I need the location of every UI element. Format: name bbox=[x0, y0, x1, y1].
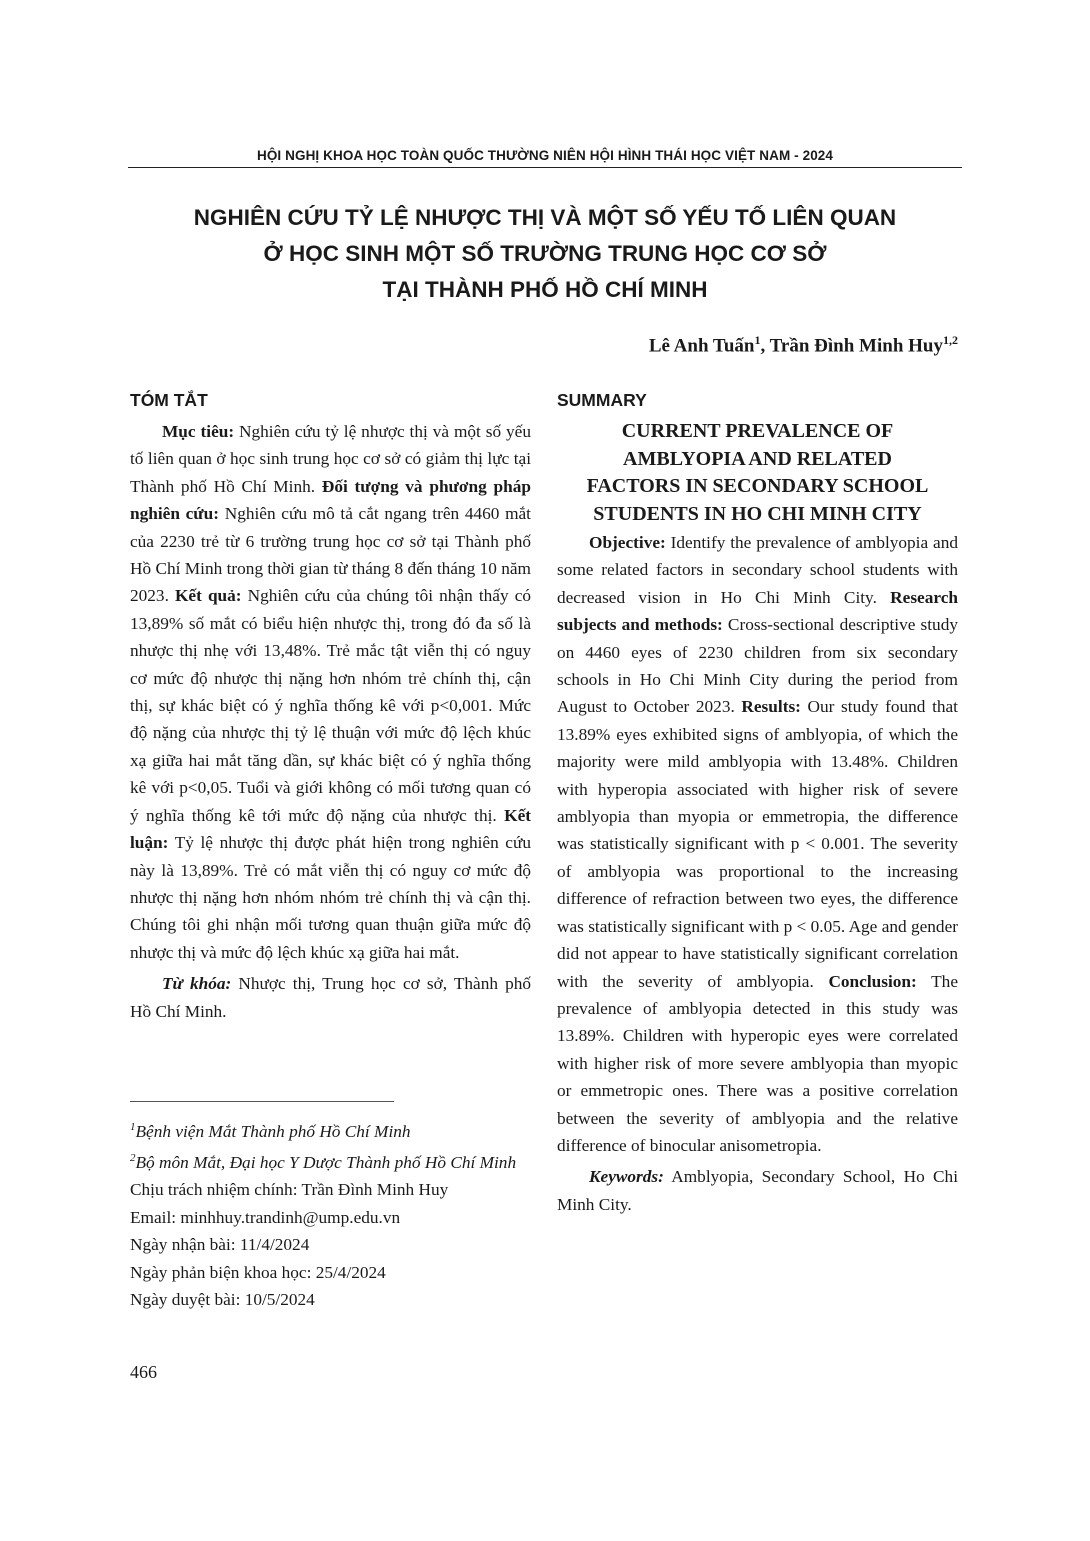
objective-text: Identify the prevalence of amblyopia and some related factors in secondary school students with decreased vision in Ho Chi Minh City. bbox=[557, 533, 958, 607]
author-name: Trần Đình Minh Huy bbox=[769, 335, 943, 357]
corresponding-author: Chịu trách nhiệm chính: Trần Đình Minh Huy bbox=[130, 1180, 449, 1200]
objective-label: Objective: bbox=[589, 533, 666, 552]
keywords-text: Nhược thị, Trung học cơ sở, Thành phố Hồ Chí Minh. bbox=[130, 974, 531, 1021]
summary-title-line: FACTORS IN SECONDARY SCHOOL bbox=[586, 475, 929, 497]
keywords bbox=[557, 1163, 958, 1218]
english-summary bbox=[557, 388, 958, 1218]
conclusion-text: The prevalence of amblyopia detected in this study was 13.89%. Children with hyperopic eyes were correlated with higher risk of more severe amblyopia than myopic or emmetropic ones. There was a positive correlation between the severity of amblyopia and the relative difference of binocular anisometropia. bbox=[557, 971, 958, 1155]
keywords-text: Amblyopia, Secondary School, Ho Chi Minh City. bbox=[557, 1167, 958, 1214]
results-text: Our study found that 13.89% eyes exhibited signs of amblyopia, of which the majority were mild amblyopia with 13.48%. Children with hyperopia associated with higher risk of severe amblyopia than myopia or emmetropia, the difference was statistically significant with p < 0.001. The severity of amblyopia was proportional to the increasing difference of refraction between two eyes, the difference was statistically significant with p < 0.05. Age and gender did not appear to have statistically significant correlation with the severity of amblyopia. bbox=[557, 697, 958, 991]
author-separator: , bbox=[760, 335, 770, 357]
page-number: 466 bbox=[130, 1362, 157, 1382]
article-title bbox=[128, 200, 962, 308]
methods-label: Research subjects and methods: bbox=[557, 587, 958, 635]
results-label: Kết quả: bbox=[174, 586, 242, 606]
footnotes bbox=[130, 1114, 531, 1313]
results-text: Nghiên cứu của chúng tôi nhận thấy có 13,89% số mắt có biểu hiện nhược thị, trong đó đa số là nhược thị nhẹ với 13,48%. Trẻ mắc tật viễn thị có nguy cơ mức độ nhược thị nặng hơn nhóm trẻ chính thị, cận thị, sự khác biệt có ý nghĩa thống kê với p<0,001. Mức độ nặng của nhược thị tỷ lệ thuận với mức độ lệch khúc xạ giữa hai mắt tăng dần, sự khác biệt có ý nghĩa thống kê với p<0,05. Tuổi và giới không có mối tương quan có ý nghĩa thống kê tới mức độ nặng của nhược thị. bbox=[130, 586, 532, 825]
author-affiliation-mark: 1,2 bbox=[943, 333, 958, 347]
abstract-body bbox=[130, 418, 531, 966]
methods-text: Nghiên cứu mô tả cắt ngang trên 4460 mắt của 2230 trẻ từ 6 trường trung học cơ sở tại Thành phố Hồ Chí Minh trong thời gian từ tháng 8 đến tháng 10 năm 2023. bbox=[130, 504, 531, 606]
conclusion-text: Tỷ lệ nhược thị được phát hiện trong nghiên cứu này là 13,89%. Trẻ có mắt viễn thị có nguy cơ mức độ nhược thị nặng hơn nhóm nhóm trẻ chính thị và cận thị. Chúng tôi ghi nhận mối tương quan thuận giữa mức độ nhược thị và mức độ lệch khúc xạ giữa hai mắt. bbox=[130, 833, 531, 962]
affiliation-text: Bệnh viện Mắt Thành phố Hồ Chí Minh bbox=[135, 1121, 411, 1141]
objective-text: Nghiên cứu tỷ lệ nhược thị và một số yếu tố liên quan ở học sinh trung học cơ sở có giảm thị lực tại Thành phố Hồ Chí Minh. bbox=[130, 422, 531, 496]
affiliation-2 bbox=[130, 1145, 531, 1176]
running-header: HỘI NGHỊ KHOA HỌC TOÀN QUỐC THƯỜNG NIÊN HỘI HÌNH THÁI HỌC VIỆT NAM - 2024 bbox=[256, 148, 834, 163]
affiliation-1 bbox=[130, 1114, 531, 1145]
affiliation-mark: 2 bbox=[130, 1152, 136, 1165]
affiliation-text: Bộ môn Mắt, Đại học Y Dược Thành phố Hồ Chí Minh bbox=[135, 1152, 517, 1172]
author-affiliation-mark: 1 bbox=[754, 333, 761, 347]
methods-text: Cross-sectional descriptive study on 4460 eyes of 2230 children from six secondary schools in Ho Chi Minh City during the period from August to October 2023. bbox=[557, 615, 958, 717]
keywords-label: Từ khóa: bbox=[162, 974, 232, 994]
author-list bbox=[649, 333, 958, 357]
summary-title-line: AMBLYOPIA AND RELATED bbox=[623, 447, 892, 470]
keywords-label: Keywords: bbox=[589, 1167, 664, 1187]
date-received: Ngày nhận bài: 11/4/2024 bbox=[130, 1235, 310, 1255]
date-accepted: Ngày duyệt bài: 10/5/2024 bbox=[130, 1289, 315, 1309]
summary-title bbox=[557, 418, 958, 528]
summary-title-line: CURRENT PREVALENCE OF bbox=[621, 420, 894, 442]
results-label: Results: bbox=[741, 697, 801, 717]
author-name: Lê Anh Tuấn bbox=[648, 335, 755, 357]
abstract-heading: TÓM TẮT bbox=[130, 390, 208, 410]
header-rule bbox=[128, 167, 962, 168]
email: Email: minhhuy.trandinh@ump.edu.vn bbox=[130, 1207, 401, 1227]
title-line: TẠI THÀNH PHỐ HỒ CHÍ MINH bbox=[382, 277, 708, 302]
summary-body bbox=[557, 529, 958, 1159]
title-line: Ở HỌC SINH MỘT SỐ TRƯỜNG TRUNG HỌC CƠ SỞ bbox=[263, 241, 827, 266]
conclusion-label: Kết luận: bbox=[130, 805, 531, 853]
summary-title-line: STUDENTS IN HO CHI MINH CITY bbox=[593, 502, 922, 525]
objective-label: Mục tiêu: bbox=[162, 422, 235, 441]
footnote-rule bbox=[130, 1101, 394, 1102]
title-line: NGHIÊN CỨU TỶ LỆ NHƯỢC THỊ VÀ MỘT SỐ YẾU TỐ LIÊN QUAN bbox=[193, 205, 897, 230]
affiliation-mark: 1 bbox=[130, 1121, 136, 1133]
conclusion-label: Conclusion: bbox=[828, 971, 917, 991]
date-reviewed: Ngày phản biện khoa học: 25/4/2024 bbox=[130, 1262, 386, 1282]
keywords bbox=[130, 970, 531, 1025]
methods-label: Đối tượng và phương pháp nghiên cứu: bbox=[130, 476, 532, 524]
vietnamese-abstract bbox=[130, 388, 531, 1025]
summary-heading: SUMMARY bbox=[557, 390, 647, 410]
